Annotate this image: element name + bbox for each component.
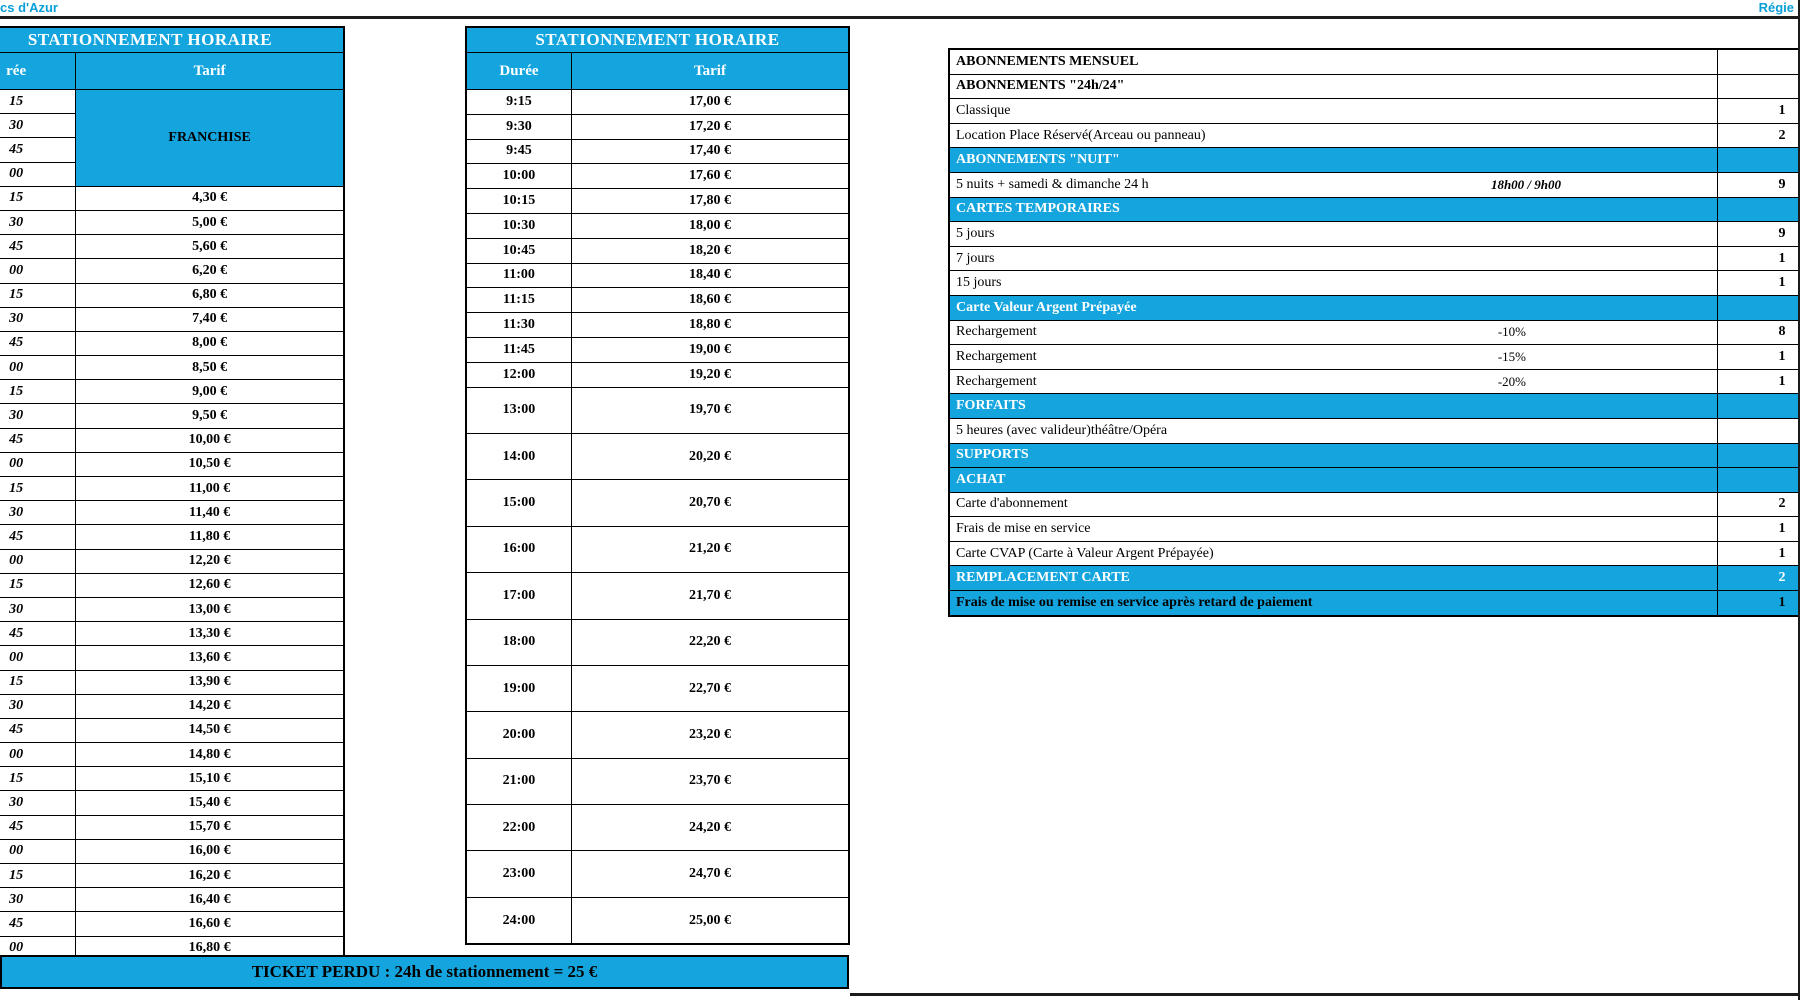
subscriptions-table-grid <box>948 48 1800 617</box>
table-row <box>466 387 849 433</box>
price-cell: 20,20 € <box>571 433 849 479</box>
price-cell: 17,60 € <box>571 164 849 189</box>
price-cell: 15,10 € <box>76 767 344 791</box>
price-cell: 19,20 € <box>571 362 849 387</box>
duration-cell: 00 <box>0 743 76 767</box>
duration-cell: 15 <box>0 186 76 210</box>
row-value: 9 <box>1718 172 1800 197</box>
table-row <box>0 283 344 307</box>
row-value: 2 <box>1718 492 1800 517</box>
table-row <box>466 337 849 362</box>
middle-col-tarif: Tarif <box>571 53 849 90</box>
table-row <box>466 758 849 804</box>
duration-cell: 23:00 <box>466 851 571 897</box>
duration-cell: 45 <box>0 815 76 839</box>
duration-cell: 00 <box>0 259 76 283</box>
row-label: ACHAT <box>949 468 1718 493</box>
row-discount: -15% <box>1497 348 1527 364</box>
table-row <box>949 49 1800 74</box>
duration-cell: 45 <box>0 235 76 259</box>
price-cell: 13,00 € <box>76 597 344 621</box>
table-row <box>0 380 344 404</box>
middle-col-duree: Durée <box>466 53 571 90</box>
duration-cell: 10:15 <box>466 189 571 214</box>
table-row <box>949 320 1800 345</box>
left-hourly-parking-table <box>0 26 345 962</box>
duration-cell: 30 <box>0 114 76 138</box>
table-row <box>949 246 1800 271</box>
row-value: 1 <box>1718 517 1800 542</box>
price-cell: 23,20 € <box>571 712 849 758</box>
duration-cell: 00 <box>0 549 76 573</box>
row-label: Frais de mise ou remise en service après retard de paiement <box>949 591 1718 616</box>
price-cell: 12,20 € <box>76 549 344 573</box>
table-row <box>949 74 1800 99</box>
price-cell: 16,60 € <box>76 912 344 936</box>
price-cell: 6,20 € <box>76 259 344 283</box>
duration-cell: 15 <box>0 90 76 114</box>
price-cell: 21,20 € <box>571 526 849 572</box>
duration-cell: 10:00 <box>466 164 571 189</box>
row-label: Carte CVAP (Carte à Valeur Argent Prépayée) <box>949 541 1718 566</box>
price-cell: 17,40 € <box>571 139 849 164</box>
price-cell: 6,80 € <box>76 283 344 307</box>
duration-cell: 15:00 <box>466 480 571 526</box>
left-table-body <box>0 186 344 961</box>
price-cell: 19,70 € <box>571 387 849 433</box>
duration-cell: 9:15 <box>466 90 571 115</box>
duration-cell: 17:00 <box>466 573 571 619</box>
duration-cell: 11:30 <box>466 313 571 338</box>
price-cell: 24,20 € <box>571 805 849 851</box>
table-row <box>466 897 849 944</box>
left-table-header-row <box>0 53 344 90</box>
duration-cell: 21:00 <box>466 758 571 804</box>
duration-cell: 45 <box>0 622 76 646</box>
row-value <box>1718 49 1800 74</box>
table-row <box>949 591 1800 616</box>
duration-cell: 45 <box>0 525 76 549</box>
left-table-title-row <box>0 27 344 53</box>
table-row <box>949 99 1800 124</box>
price-cell: 17,00 € <box>571 90 849 115</box>
table-row <box>466 114 849 139</box>
table-row <box>949 541 1800 566</box>
price-cell: 18,00 € <box>571 213 849 238</box>
table-row <box>466 526 849 572</box>
row-label: 7 jours <box>949 246 1718 271</box>
table-row <box>949 222 1800 247</box>
duration-cell: 10:30 <box>466 213 571 238</box>
middle-table-header-row <box>466 53 849 90</box>
table-row <box>0 597 344 621</box>
price-cell: 18,20 € <box>571 238 849 263</box>
duration-cell: 15 <box>0 864 76 888</box>
row-label: Frais de mise en service <box>949 517 1718 542</box>
table-row <box>949 492 1800 517</box>
table-row <box>0 839 344 863</box>
duration-cell: 30 <box>0 210 76 234</box>
duration-cell: 45 <box>0 428 76 452</box>
duration-cell: 9:30 <box>466 114 571 139</box>
price-cell: 18,80 € <box>571 313 849 338</box>
price-cell: 20,70 € <box>571 480 849 526</box>
price-cell: 9,50 € <box>76 404 344 428</box>
row-label: REMPLACEMENT CARTE <box>949 566 1718 591</box>
row-label: Classique <box>949 99 1718 124</box>
price-cell: 13,90 € <box>76 670 344 694</box>
row-label: ABONNEMENTS "NUIT" <box>949 148 1718 173</box>
price-cell: 5,00 € <box>76 210 344 234</box>
table-row <box>949 517 1800 542</box>
duration-cell: 45 <box>0 912 76 936</box>
organization-right-label: Régie <box>1758 0 1794 15</box>
row-discount: -10% <box>1497 324 1527 340</box>
duration-cell: 15 <box>0 283 76 307</box>
price-cell: 15,70 € <box>76 815 344 839</box>
left-col-duree: rée <box>0 53 76 90</box>
table-row <box>466 851 849 897</box>
duration-cell: 20:00 <box>466 712 571 758</box>
duration-cell: 30 <box>0 791 76 815</box>
duration-cell: 9:45 <box>466 139 571 164</box>
price-cell: 19,00 € <box>571 337 849 362</box>
duration-cell: 15 <box>0 573 76 597</box>
duration-cell: 00 <box>0 452 76 476</box>
row-value <box>1718 468 1800 493</box>
table-row <box>0 235 344 259</box>
middle-table <box>465 26 850 945</box>
table-row <box>949 468 1800 493</box>
row-value: 8 <box>1718 320 1800 345</box>
row-value: 1 <box>1718 345 1800 370</box>
row-value <box>1718 148 1800 173</box>
table-row <box>0 307 344 331</box>
table-row <box>0 90 344 114</box>
table-row <box>0 646 344 670</box>
table-row <box>949 443 1800 468</box>
duration-cell: 18:00 <box>466 619 571 665</box>
table-row <box>466 189 849 214</box>
middle-table-title: STATIONNEMENT HORAIRE <box>466 27 849 53</box>
row-value <box>1718 74 1800 99</box>
bottom-divider <box>850 993 1800 996</box>
table-row <box>0 404 344 428</box>
price-cell: 14,20 € <box>76 694 344 718</box>
duration-cell: 00 <box>0 646 76 670</box>
row-value: 2 <box>1718 123 1800 148</box>
table-row <box>466 573 849 619</box>
row-value: 9 <box>1718 222 1800 247</box>
duration-cell: 45 <box>0 331 76 355</box>
price-cell: 22,20 € <box>571 619 849 665</box>
table-row <box>949 123 1800 148</box>
table-row <box>0 573 344 597</box>
price-cell: 10,50 € <box>76 452 344 476</box>
row-value <box>1718 443 1800 468</box>
price-cell: 12,60 € <box>76 573 344 597</box>
duration-cell: 24:00 <box>466 897 571 944</box>
duration-cell: 11:45 <box>466 337 571 362</box>
price-cell: 16,20 € <box>76 864 344 888</box>
row-value <box>1718 295 1800 320</box>
duration-cell: 45 <box>0 718 76 742</box>
row-label: Location Place Réservé(Arceau ou panneau) <box>949 123 1718 148</box>
price-cell: 18,40 € <box>571 263 849 288</box>
table-row <box>0 694 344 718</box>
duration-cell: 15 <box>0 767 76 791</box>
row-label: 5 nuits + samedi & dimanche 24 h 18h00 / 9h00 <box>949 172 1718 197</box>
price-cell: 8,50 € <box>76 356 344 380</box>
table-row <box>466 139 849 164</box>
table-row <box>0 210 344 234</box>
table-row <box>0 622 344 646</box>
price-cell: 21,70 € <box>571 573 849 619</box>
price-cell: 13,30 € <box>76 622 344 646</box>
table-row <box>466 665 849 711</box>
row-value: 1 <box>1718 369 1800 394</box>
price-cell: 18,60 € <box>571 288 849 313</box>
duration-cell: 30 <box>0 888 76 912</box>
price-cell: 11,80 € <box>76 525 344 549</box>
table-row <box>949 394 1800 419</box>
row-label: Carte Valeur Argent Prépayée <box>949 295 1718 320</box>
table-row <box>949 271 1800 296</box>
duration-cell: 15 <box>0 477 76 501</box>
row-label: 15 jours <box>949 271 1718 296</box>
organization-left-label: cs d'Azur <box>0 0 58 15</box>
price-cell: 25,00 € <box>571 897 849 944</box>
price-cell: 8,00 € <box>76 331 344 355</box>
lost-ticket-banner: TICKET PERDU : 24h de stationnement = 25 € <box>0 955 849 989</box>
subscriptions-table <box>948 48 1800 617</box>
table-row <box>466 313 849 338</box>
price-cell: 14,80 € <box>76 743 344 767</box>
price-cell: 23,70 € <box>571 758 849 804</box>
duration-cell: 30 <box>0 501 76 525</box>
duration-cell: 00 <box>0 356 76 380</box>
table-row <box>949 418 1800 443</box>
price-cell: 14,50 € <box>76 718 344 742</box>
left-col-tarif: Tarif <box>76 53 344 90</box>
row-label: Rechargement -10% <box>949 320 1718 345</box>
duration-cell: 11:15 <box>466 288 571 313</box>
table-row <box>466 238 849 263</box>
table-row <box>0 815 344 839</box>
middle-table-title-row <box>466 27 849 53</box>
table-row <box>949 295 1800 320</box>
left-table <box>0 26 345 962</box>
table-row <box>949 345 1800 370</box>
duration-cell: 00 <box>0 162 76 186</box>
table-row <box>0 259 344 283</box>
price-cell: 16,40 € <box>76 888 344 912</box>
duration-cell: 30 <box>0 597 76 621</box>
duration-cell: 13:00 <box>466 387 571 433</box>
table-row <box>0 912 344 936</box>
table-row <box>466 90 849 115</box>
price-cell: 11,00 € <box>76 477 344 501</box>
table-row <box>0 670 344 694</box>
table-row <box>0 477 344 501</box>
duration-cell: 16:00 <box>466 526 571 572</box>
row-label: FORFAITS <box>949 394 1718 419</box>
row-value: 1 <box>1718 99 1800 124</box>
duration-cell: 15 <box>0 380 76 404</box>
table-row <box>0 743 344 767</box>
row-discount: -20% <box>1497 373 1527 389</box>
price-cell: 10,00 € <box>76 428 344 452</box>
header-divider <box>0 16 1800 19</box>
middle-table-body <box>466 90 849 945</box>
table-row <box>466 213 849 238</box>
duration-cell: 00 <box>0 936 76 961</box>
table-row <box>0 501 344 525</box>
price-cell: 16,00 € <box>76 839 344 863</box>
left-table-title: STATIONNEMENT HORAIRE <box>0 27 344 53</box>
top-header-strip <box>0 0 1800 18</box>
row-value: 2 <box>1718 566 1800 591</box>
table-row <box>0 428 344 452</box>
table-row <box>0 791 344 815</box>
table-row <box>0 888 344 912</box>
price-cell: 24,70 € <box>571 851 849 897</box>
row-label: SUPPORTS <box>949 443 1718 468</box>
row-value: 1 <box>1718 541 1800 566</box>
row-label: Rechargement -20% <box>949 369 1718 394</box>
row-value <box>1718 418 1800 443</box>
table-row <box>0 331 344 355</box>
table-row <box>949 148 1800 173</box>
price-cell: 17,80 € <box>571 189 849 214</box>
table-row <box>0 356 344 380</box>
price-cell: 7,40 € <box>76 307 344 331</box>
row-label: CARTES TEMPORAIRES <box>949 197 1718 222</box>
table-row <box>0 452 344 476</box>
table-row <box>0 525 344 549</box>
table-row <box>949 172 1800 197</box>
row-label: ABONNEMENTS "24h/24" <box>949 74 1718 99</box>
duration-cell: 12:00 <box>466 362 571 387</box>
row-value: 1 <box>1718 246 1800 271</box>
middle-hourly-parking-table <box>465 26 850 945</box>
duration-cell: 22:00 <box>466 805 571 851</box>
price-cell: 9,00 € <box>76 380 344 404</box>
table-row <box>466 480 849 526</box>
table-row <box>466 164 849 189</box>
subscriptions-table-body <box>949 49 1800 616</box>
price-cell: 15,40 € <box>76 791 344 815</box>
table-row <box>0 186 344 210</box>
price-cell: 22,70 € <box>571 665 849 711</box>
duration-cell: 19:00 <box>466 665 571 711</box>
duration-cell: 14:00 <box>466 433 571 479</box>
duration-cell: 00 <box>0 839 76 863</box>
row-value: 1 <box>1718 591 1800 616</box>
row-value: 1 <box>1718 271 1800 296</box>
row-value <box>1718 197 1800 222</box>
table-row <box>466 619 849 665</box>
table-row <box>949 369 1800 394</box>
price-cell: 5,60 € <box>76 235 344 259</box>
duration-cell: 45 <box>0 138 76 162</box>
franchise-cell: FRANCHISE <box>76 90 344 187</box>
table-row <box>466 362 849 387</box>
table-row <box>949 197 1800 222</box>
row-label: 5 jours <box>949 222 1718 247</box>
duration-cell: 30 <box>0 307 76 331</box>
price-cell: 4,30 € <box>76 186 344 210</box>
price-cell: 17,20 € <box>571 114 849 139</box>
table-row <box>0 549 344 573</box>
table-row <box>466 263 849 288</box>
table-row <box>0 864 344 888</box>
duration-cell: 30 <box>0 694 76 718</box>
table-row <box>466 805 849 851</box>
duration-cell: 10:45 <box>466 238 571 263</box>
price-cell: 16,80 € <box>76 936 344 961</box>
duration-cell: 15 <box>0 670 76 694</box>
table-row <box>466 433 849 479</box>
duration-cell: 30 <box>0 404 76 428</box>
table-row <box>466 712 849 758</box>
table-row <box>949 566 1800 591</box>
price-cell: 13,60 € <box>76 646 344 670</box>
table-row <box>466 288 849 313</box>
table-row <box>0 767 344 791</box>
row-label: Rechargement -15% <box>949 345 1718 370</box>
row-value <box>1718 394 1800 419</box>
table-row <box>0 718 344 742</box>
row-label: 5 heures (avec valideur)théâtre/Opéra <box>949 418 1718 443</box>
duration-cell: 11:00 <box>466 263 571 288</box>
row-label: ABONNEMENTS MENSUEL <box>949 49 1718 74</box>
price-cell: 11,40 € <box>76 501 344 525</box>
row-note: 18h00 / 9h00 <box>1490 176 1562 192</box>
row-label: Carte d'abonnement <box>949 492 1718 517</box>
